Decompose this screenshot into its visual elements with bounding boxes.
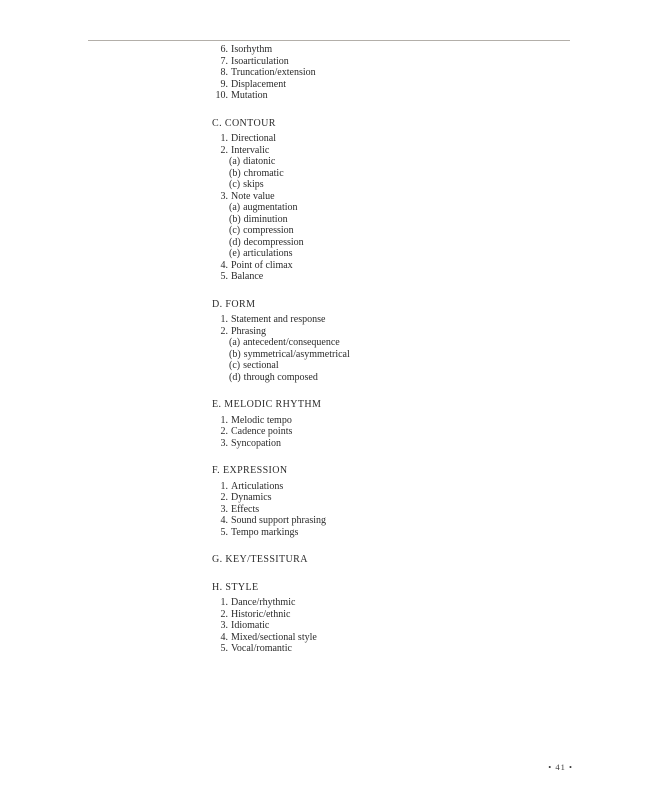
outline-item-text: Isoarticulation [231,55,289,67]
outline-subitem [212,237,602,249]
outline-subitem-text: sectional [243,360,279,371]
outline-item [212,67,602,79]
outline-item [212,271,602,283]
outline-item-label: 1. [220,133,228,144]
outline-item [212,632,602,644]
outline-item-label: 6. [220,44,228,55]
outline-item-label: 4. [220,515,228,526]
outline-subitem [212,214,602,226]
outline-item-label: 5. [220,643,228,654]
outline-item-text: Articulations [231,480,284,492]
outline-item-label: 7. [220,55,228,67]
outline-subitem-text: through composed [243,371,318,383]
outline-item-text: Cadence points [231,426,293,437]
outline-subitem-text: skips [243,179,264,190]
outline-item [212,643,602,655]
outline-subitem [212,168,602,180]
outline-item [212,44,602,56]
outline-subitem-text: decompression [243,236,304,248]
outline-item-label: 1. [220,414,228,426]
outline-item-text: Note value [231,190,275,202]
outline-item-label: 5. [220,526,228,538]
outline-item [212,145,602,157]
outline-item-text: Displacement [231,78,286,90]
outline-item [212,609,602,621]
outline-item [212,597,602,609]
outline-item [212,90,602,102]
outline-subitem-text: chromatic [243,167,284,179]
section-heading-text: E. MELODIC RHYTHM [212,399,322,410]
outline-item-text: Truncation/extension [231,67,316,78]
outline-item [212,504,602,516]
section-heading [212,465,602,477]
outline-item [212,515,602,527]
section-heading-text: C. CONTOUR [212,117,276,129]
outline-item-label: 1. [220,314,228,325]
outline-item [212,426,602,438]
outline-subitem-text: diminution [243,213,288,225]
outline-item-label: 4. [220,259,228,271]
outline-subitem [212,248,602,260]
outline [212,44,602,655]
outline-item [212,191,602,203]
outline-subitem [212,202,602,214]
outline-subitem-label: (e) [229,248,241,259]
outline-subitem-text: antecedent/consequence [243,337,340,348]
outline-item-label: 2. [220,608,228,620]
outline-item-text: Vocal/romantic [231,643,292,654]
outline-item-text: Effects [231,503,260,515]
outline-item-text: Directional [231,133,276,144]
outline-item-label: 3. [220,190,228,202]
outline-subitem [212,372,602,384]
outline-item-label: 2. [220,492,228,503]
outline-item-label: 1. [220,480,228,492]
outline-item [212,56,602,68]
outline-item-text: Tempo markings [231,526,299,538]
outline-item-label: 3. [220,620,228,631]
outline-subitem-text: augmentation [243,202,298,213]
outline-item-text: Dance/rhythmic [231,597,296,608]
outline-item-text: Phrasing [231,325,266,337]
outline-item-label: 10. [215,90,228,101]
outline-item-text: Idiomatic [231,620,270,631]
outline-item [212,314,602,326]
outline-subitem-label: (a) [229,202,241,213]
outline-item-label: 2. [220,325,228,337]
outline-item [212,527,602,539]
section-heading-text: H. STYLE [212,581,259,593]
outline-subitem-label: (b) [229,348,241,360]
outline-subitem [212,179,602,191]
outline-item-label: 8. [220,67,228,78]
outline-item-text: Intervalic [231,144,270,156]
outline-subitem [212,337,602,349]
outline-item [212,481,602,493]
outline-item-text: Mixed/sectional style [231,631,317,643]
outline-item-text: Statement and response [231,314,326,325]
outline-item-text: Sound support phrasing [231,515,326,526]
section-heading [212,118,602,130]
outline-subitem-label: (d) [229,236,241,248]
outline-subitem [212,360,602,372]
outline-subitem-label: (c) [229,225,241,236]
outline-item [212,415,602,427]
outline-item-label: 9. [220,78,228,90]
outline-item-text: Isorhythm [231,44,273,55]
outline-subitem-text: articulations [243,248,293,259]
section-heading-text: D. FORM [212,298,256,310]
outline-item-text: Syncopation [231,437,281,449]
section-heading [212,582,602,594]
outline-subitem-label: (c) [229,179,241,190]
outline-subitem [212,156,602,168]
outline-subitem [212,349,602,361]
header-rule [88,40,570,41]
outline-item-label: 1. [220,597,228,608]
outline-item [212,326,602,338]
outline-item-label: 5. [220,271,228,282]
outline-subitem-text: diatonic [243,156,276,167]
section-heading-text: F. EXPRESSION [212,465,288,476]
outline-subitem-label: (c) [229,360,241,371]
outline-subitem-label: (d) [229,371,241,383]
outline-subitem [212,225,602,237]
outline-item [212,492,602,504]
section-heading [212,554,602,566]
outline-item [212,438,602,450]
outline-subitem-label: (b) [229,167,241,179]
outline-item-label: 2. [220,426,228,437]
outline-item-label: 2. [220,144,228,156]
outline-item-text: Point of climax [231,259,293,271]
outline-item-text: Mutation [231,90,268,101]
outline-subitem-label: (b) [229,213,241,225]
outline-item-text: Melodic tempo [231,414,292,426]
outline-item [212,133,602,145]
outline-item-text: Historic/ethnic [231,608,291,620]
section-heading [212,399,602,411]
page-number: • 41 • [548,762,573,772]
outline-subitem-label: (a) [229,337,241,348]
outline-item-label: 3. [220,437,228,449]
outline-subitem-text: compression [243,225,294,236]
outline-item-text: Balance [231,271,264,282]
outline-item [212,79,602,91]
outline-subitem-text: symmetrical/asymmetrical [243,348,350,360]
outline-item-label: 3. [220,503,228,515]
outline-item-text: Dynamics [231,492,272,503]
outline-subitem-label: (a) [229,156,241,167]
section-heading [212,299,602,311]
outline-item [212,260,602,272]
section-heading-text: G. KEY/TESSITURA [212,554,308,565]
outline-item [212,620,602,632]
outline-item-label: 4. [220,631,228,643]
